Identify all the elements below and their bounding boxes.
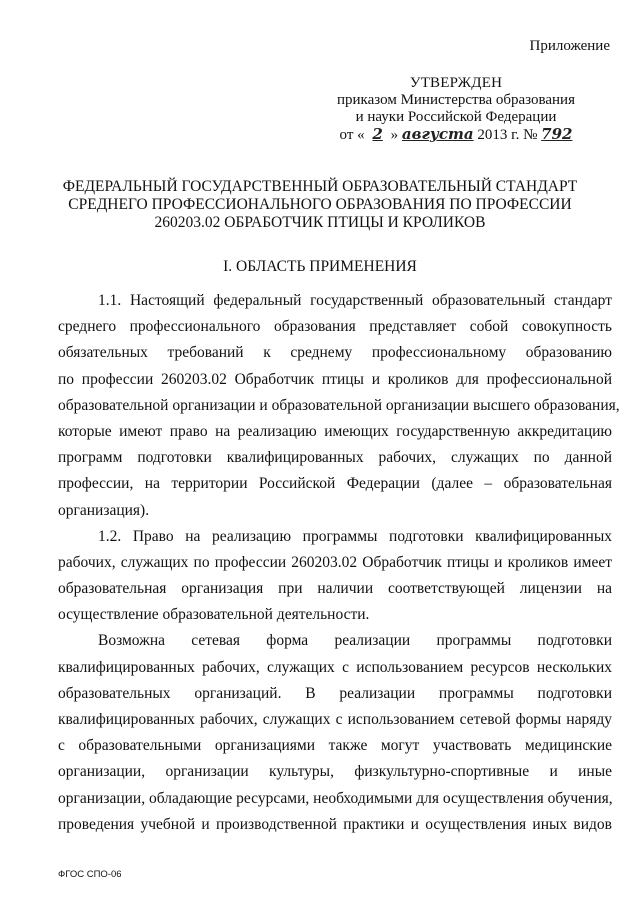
appendix-label: Приложение [529,38,610,54]
body-line: осуществление образовательной деятельности. [58,606,370,624]
handwritten-order-number: 792 [541,125,573,143]
body-line: рабочих, служащих по профессии 260203.02 Обработчик птицы и кроликов имеет [58,553,612,571]
title-line-1: ФЕДЕРАЛЬНЫЙ ГОСУДАРСТВЕННЫЙ ОБРАЗОВАТЕЛЬНЫЙ СТАНДАРТ [62,178,578,195]
section-heading: I. ОБЛАСТЬ ПРИМЕНЕНИЯ [223,258,417,275]
body-line: организация). [58,501,150,519]
body-line: обязательных требований к среднему профессиональному образованию [58,344,612,362]
body-line: образовательной организации и образовательной организации высшего образования, [58,396,620,414]
body-line: по профессии 260203.02 Обработчик птицы и кроликов для профессиональной [58,370,612,388]
body-line: программ подготовки квалифицированных рабочих, служащих по данной [58,449,612,467]
approved-heading: УТВЕРЖДЕН [409,75,503,91]
date-mid: » [390,127,399,143]
approval-order-line: приказом Министерства образования [337,92,575,108]
body-line: квалифицированных рабочих, служащих с использованием сетевой формы наряду [58,711,612,728]
handwritten-day: 2 [372,125,383,143]
body-line: образовательная организация при наличии соответствующей лицензии на [58,580,612,598]
body-line: образовательных организаций. В реализации программы подготовки [58,684,612,702]
footer-code: ФГОС СПО-06 [58,869,122,880]
approval-ministry-line: и науки Российской Федерации [355,109,557,125]
body-line: организации, организации культуры, физкультурно-спортивные и иные [58,763,612,781]
title-line-3: 260203.02 ОБРАБОТЧИК ПТИЦЫ И КРОЛИКОВ [154,214,486,231]
body-line: квалифицированных рабочих, служащих с использованием ресурсов нескольких [58,658,612,676]
body-line: 1.1. Настоящий федеральный государственный образовательный стандарт [98,292,612,309]
body-line: 1.2. Право на реализацию программы подготовки квалифицированных [98,527,612,545]
document-title [30,178,610,232]
body-line: профессии, на территории Российской Федерации (далее – образовательная [58,475,612,493]
body-line: среднего профессионального образования представляет собой совокупность [58,318,612,336]
body-line: Возможна сетевая форма реализации программы подготовки [98,632,612,650]
approval-date-line [296,126,616,144]
title-line-2: СРЕДНЕГО ПРОФЕССИОНАЛЬНОГО ОБРАЗОВАНИЯ ПО ПРОФЕССИИ [68,196,572,213]
date-year: 2013 г. № [477,127,538,143]
body-line: проведения учебной и производственной практики и осуществления иных видов [58,815,612,833]
handwritten-month: августа [401,125,474,143]
body-line: которые имеют право на реализацию имеющих государственную аккредитацию [58,422,612,440]
body-line: с образовательными организациями также могут участвовать медицинские [58,737,612,755]
date-prefix: от « [339,127,365,143]
body-line: организации, обладающие ресурсами, необходимыми для осуществления обучения, [58,789,613,807]
body-text [58,288,620,838]
approval-block [296,75,616,144]
